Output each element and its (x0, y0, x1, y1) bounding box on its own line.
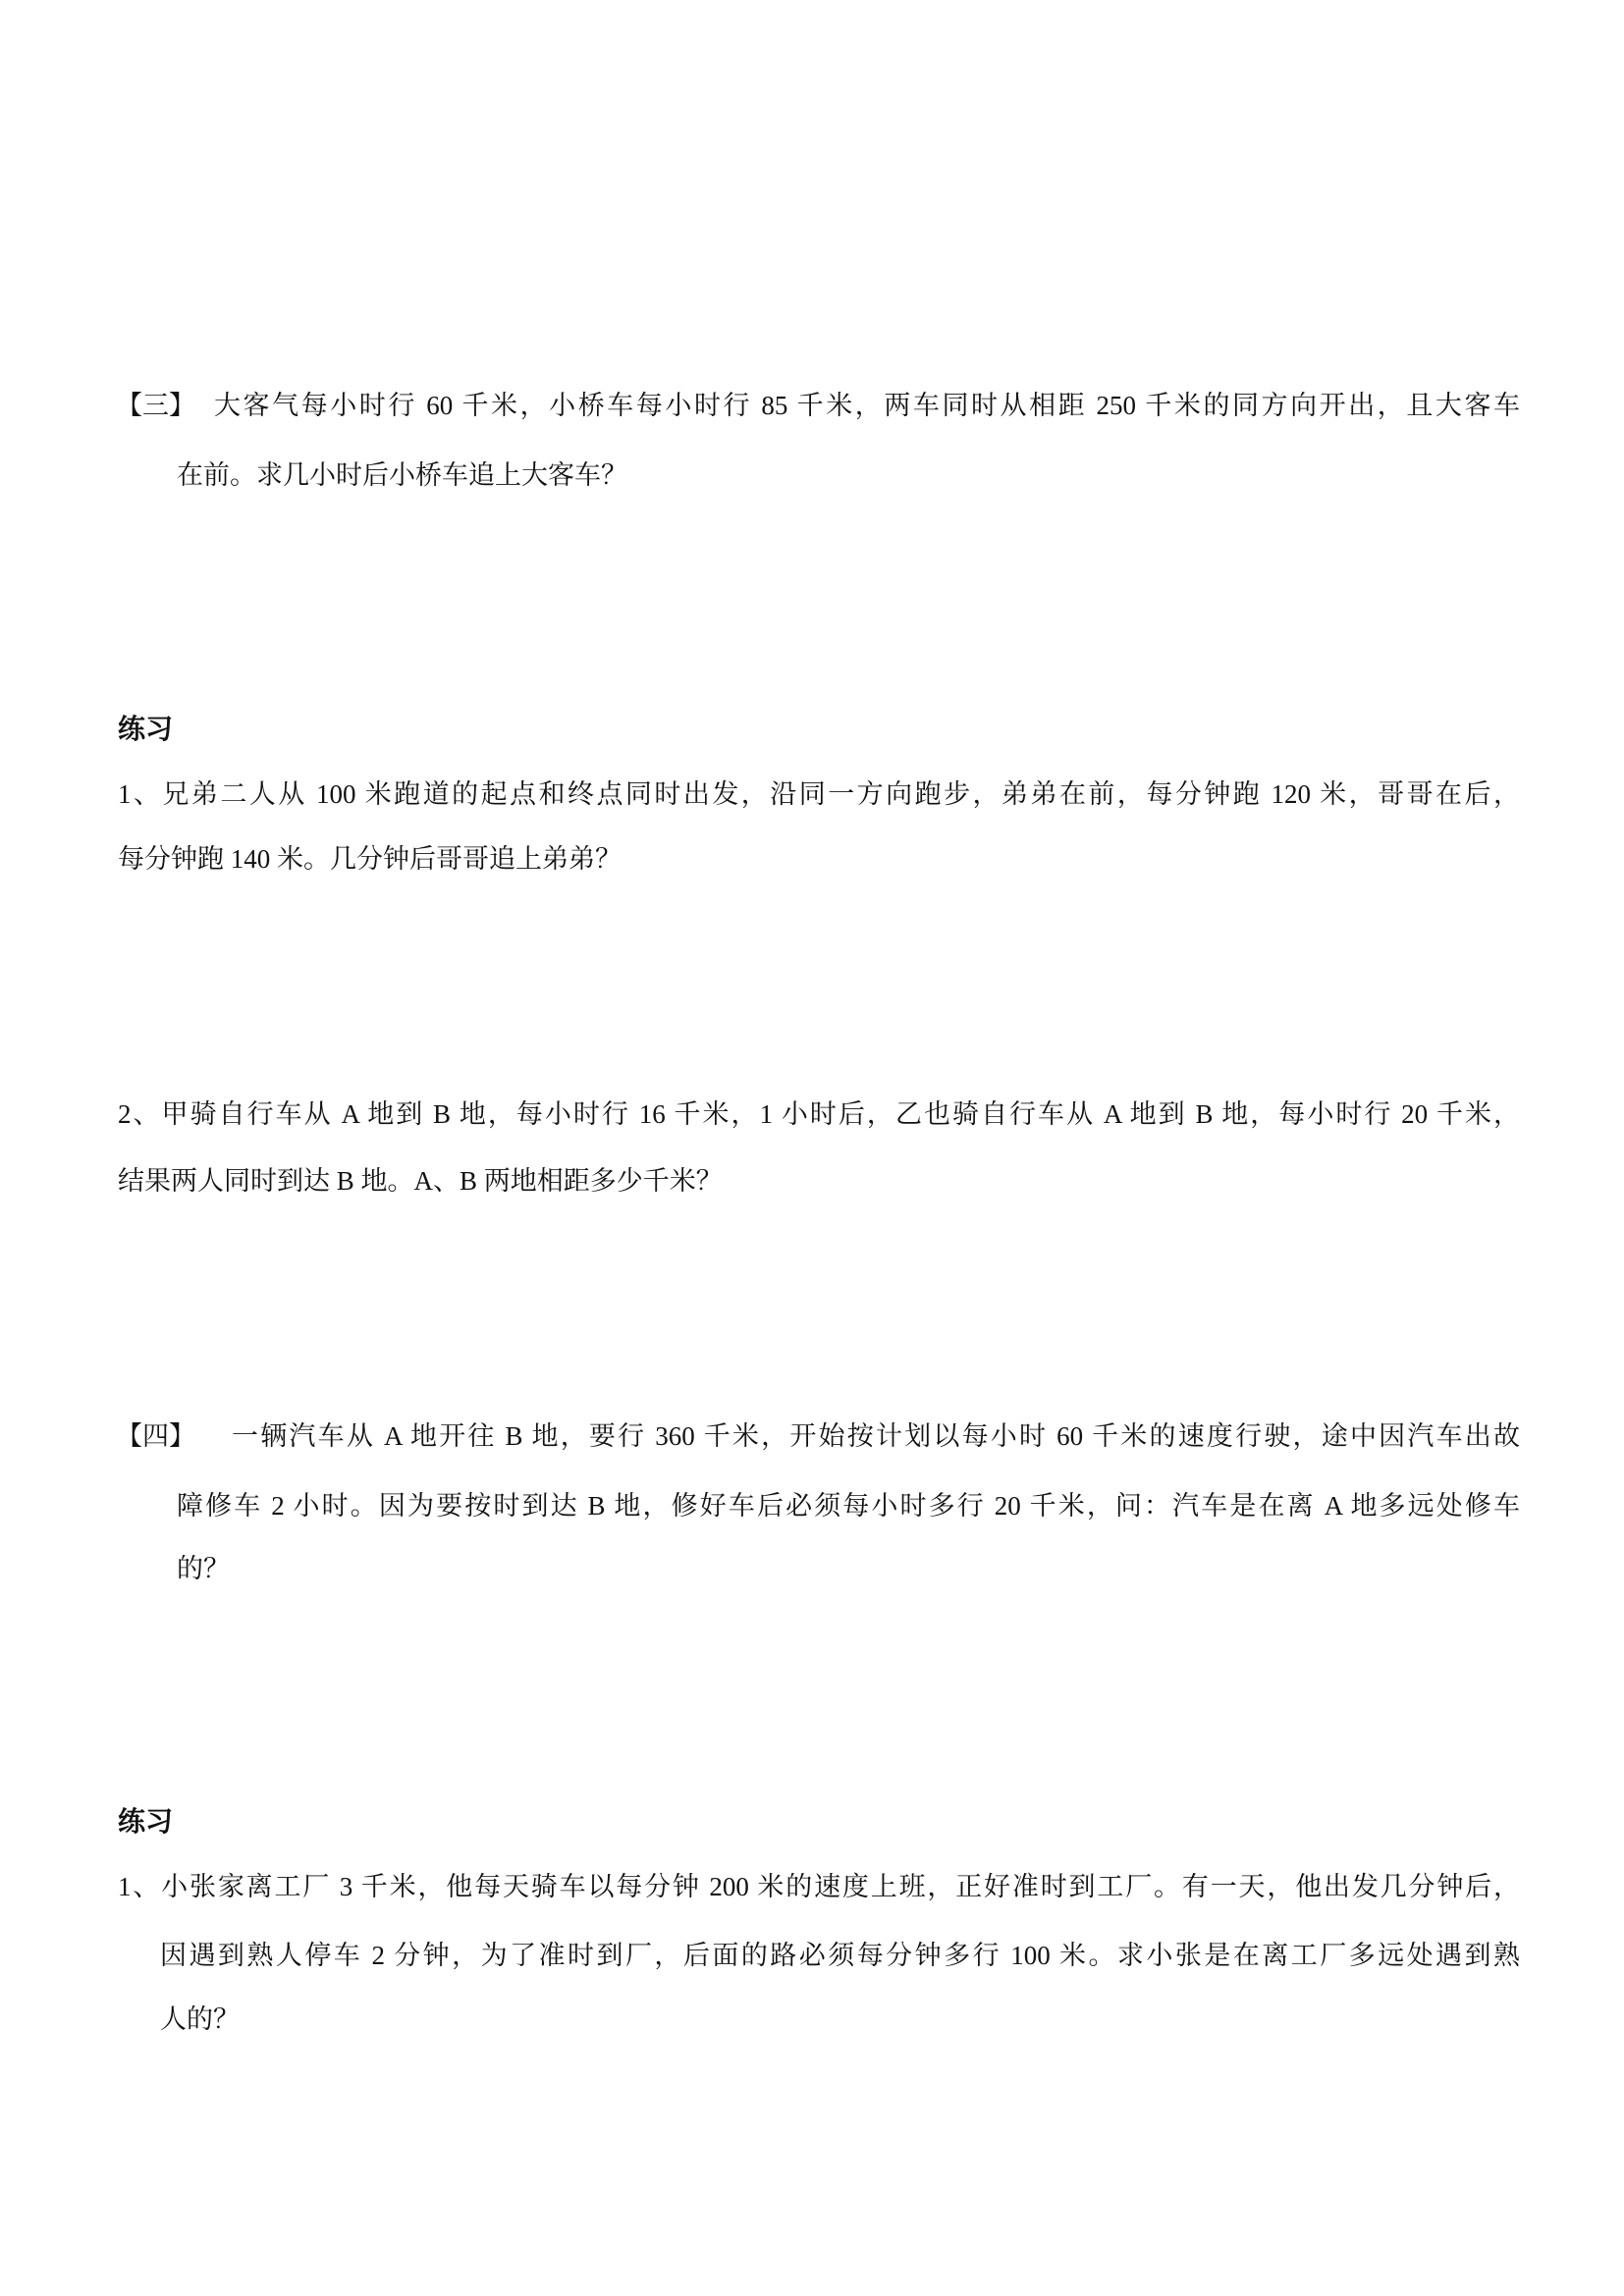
practice-question-line: 1、小张家离工厂 3 千米，他每天骑车以每分钟 200 米的速度上班，正好准时到工厂。有一天，他出发几分钟后， (118, 1872, 1520, 1901)
practice-question-line: 因遇到熟人停车 2 分钟，为了准时到厂，后面的路必须每分钟多行 100 米。求小张是在离工厂多远处遇到熟 (160, 1941, 1520, 1970)
problem-4-tag: 【四】 (116, 1421, 195, 1451)
practice-question-line: 每分钟跑 140 米。几分钟后哥哥追上弟弟？ (118, 844, 622, 874)
practice-heading: 练习 (118, 715, 174, 745)
problem-4-line: 障修车 2 小时。因为要按时到达 B 地，修好车后必须每小时多行 20 千米，问：汽车是在离 A 地多远处修车 (177, 1491, 1520, 1521)
problem-3-tag: 【三】 (116, 391, 195, 420)
problem-4-line: 一辆汽车从 A 地开往 B 地，要行 360 千米，开始按计划以每小时 60 千米的速度行驶，途中因汽车出故 (232, 1421, 1520, 1451)
practice-heading: 练习 (118, 1807, 174, 1838)
practice-question-line: 结果两人同时到达 B 地。A、B 两地相距多少千米？ (118, 1166, 723, 1196)
problem-3-line: 大客气每小时行 60 千米，小桥车每小时行 85 千米，两车同时从相距 250 千米的同方向开出，且大客车 (214, 391, 1520, 420)
practice-question-line: 人的？ (160, 2004, 240, 2034)
problem-4-line: 的？ (177, 1554, 230, 1583)
practice-question-line: 2、甲骑自行车从 A 地到 B 地，每小时行 16 千米，1 小时后，乙也骑自行车从 A 地到 B 地，每小时行 20 千米， (118, 1099, 1520, 1129)
problem-3-line: 在前。求几小时后小桥车追上大客车？ (177, 460, 627, 490)
practice-question-line: 1、兄弟二人从 100 米跑道的起点和终点同时出发，沿同一方向跑步，弟弟在前，每分钟跑 120 米，哥哥在后， (118, 779, 1520, 809)
